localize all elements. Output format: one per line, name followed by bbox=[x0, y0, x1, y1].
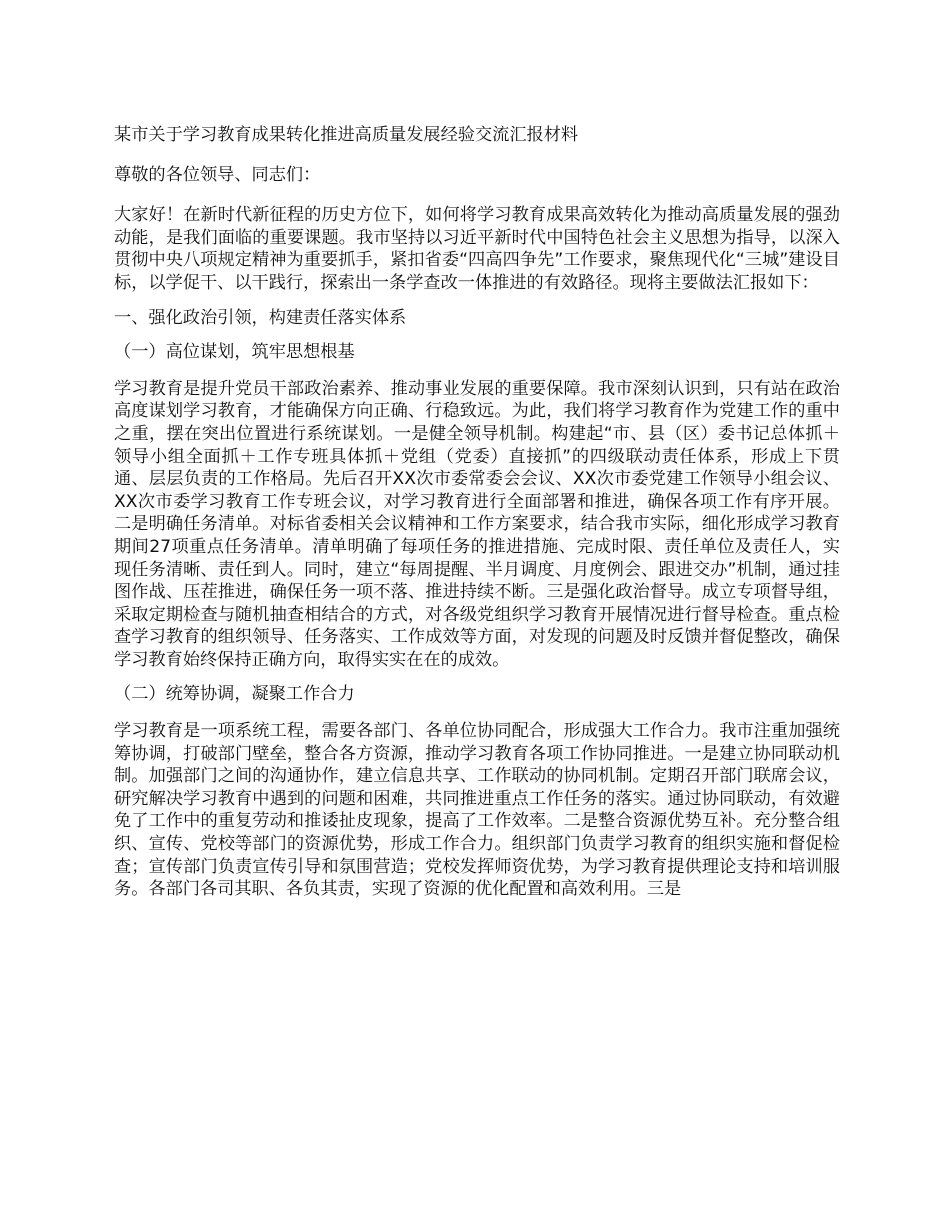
subsection-heading-2: （二）统筹协调，凝聚工作合力 bbox=[114, 684, 355, 705]
document-title: 某市关于学习教育成果转化推进高质量发展经验交流汇报材料 bbox=[114, 125, 579, 145]
subsection-body-1: 学习教育是提升党员干部政治素养、推动事业发展的重要保障。我市深刻认识到，只有站在政治高度谋划学习教育，才能确保方向正确、行稳致远。为此，我们将学习教育作为党建工作的重中之重，摆在突出位置进行系统谋划。一是健全领导机制。构建起“市、县（区）委书记总体抓＋领导小组全面抓＋工作专班具体抓＋党组（党委）直接抓”的四级联动责任体系，形成上下贯通、层层负责的工作格局。先后召开XX次市委常委会会议、XX次市委党建工作领导小组会议、XX次市委学习教育工作专班会议，对学习教育进行全面部署和推进，确保各项工作有序开展。二是明确任务清单。对标省委相关会议精神和工作方案要求，结合我市实际，细化形成学习教育期间27项重点任务清单。清单明确了每项任务的推进措施、完成时限、责任单位及责任人，实现任务清晰、责任到人。同时，建立“每周提醒、半月调度、月度例会、跟进交办”机制，通过挂图作战、压茬推进，确保任务一项不落、推进持续不断。三是强化政治督导。成立专项督导组，采取定期检查与随机抽查相结合的方式，对各级党组织学习教育开展情况进行督导检查。重点检查学习教育的组织领导、任务落实、工作成效等方面，对发现的问题及时反馈并督促整改，确保学习教育始终保持正确方向，取得实实在在的成效。 bbox=[114, 378, 840, 670]
subsection-body-2: 学习教育是一项系统工程，需要各部门、各单位协同配合，形成强大工作合力。我市注重加强统筹协调，打破部门壁垒，整合各方资源，推动学习教育各项工作协同推进。一是建立协同联动机制。加强部门之间的沟通协作，建立信息共享、工作联动的协同机制。定期召开部门联席会议，研究解决学习教育中遇到的问题和困难，共同推进重点工作任务的落实。通过协同联动，有效避免了工作中的重复劳动和推诿扯皮现象，提高了工作效率。二是整合资源优势互补。充分整合组织、宣传、党校等部门的资源优势，形成工作合力。组织部门负责学习教育的组织实施和督促检查；宣传部门负责宣传引导和氛围营造；党校发挥师资优势，为学习教育提供理论支持和培训服务。各部门各司其职、各负其责，实现了资源的优化配置和高效利用。三是 bbox=[114, 721, 840, 900]
intro-paragraph: 大家好！在新时代新征程的历史方位下，如何将学习教育成果高效转化为推动高质量发展的强劲动能，是我们面临的重要课题。我市坚持以习近平新时代中国特色社会主义思想为指导，以深入贯彻中央八项规定精神为重要抓手，紧扣省委“四高四争先”工作要求，聚焦现代化“三城”建设目标，以学促干、以干践行，探索出一条学查改一体推进的有效路径。现将主要做法汇报如下： bbox=[114, 205, 840, 293]
salutation: 尊敬的各位领导、同志们： bbox=[114, 164, 321, 185]
document-page bbox=[114, 124, 840, 913]
subsection-heading-1: （一）高位谋划，筑牢思想根基 bbox=[114, 342, 355, 363]
section-heading-1: 一、强化政治引领，构建责任落实体系 bbox=[114, 307, 407, 328]
